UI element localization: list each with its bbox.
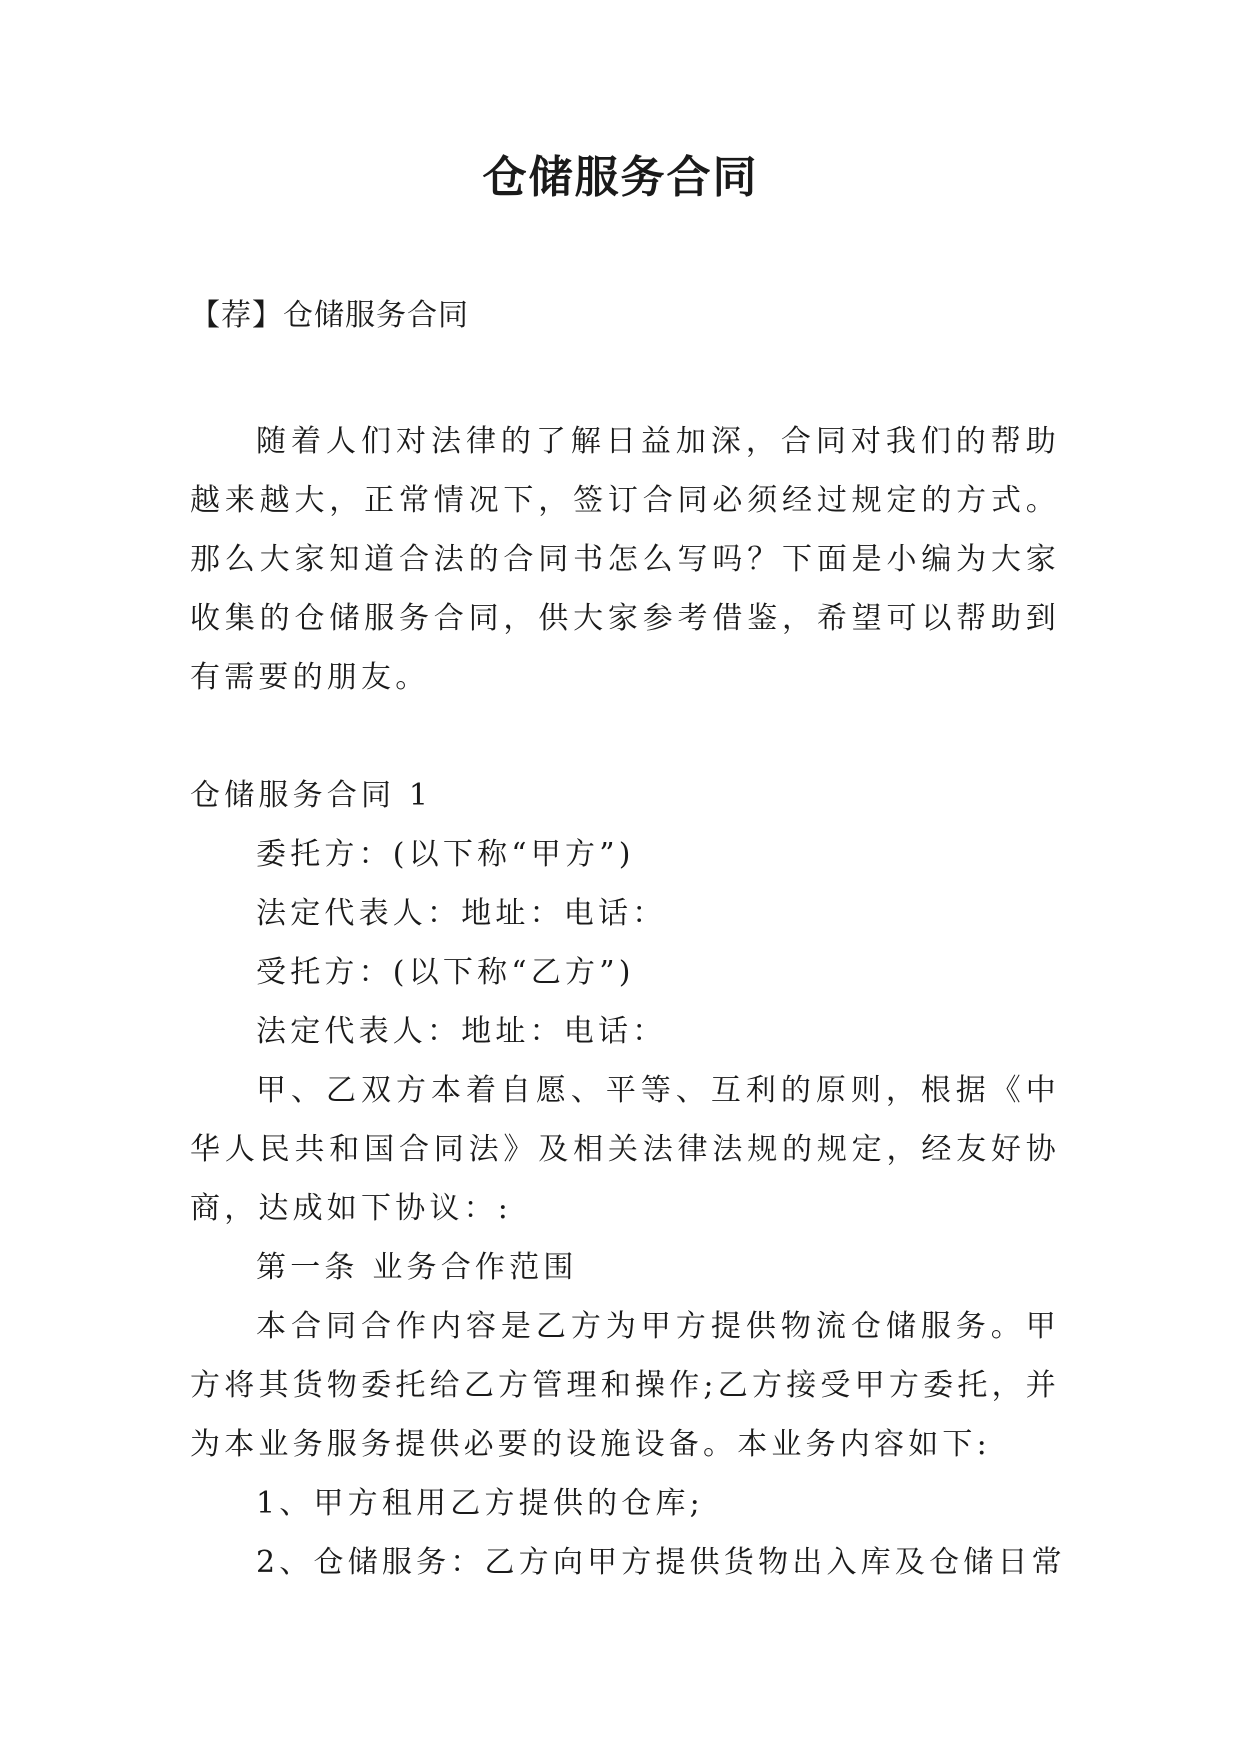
contract-body — [190, 766, 1066, 1592]
party-a-line: 委托方：(以下称“甲方”) — [256, 837, 635, 872]
article-1-title: 第一条 业务合作范围 — [256, 1250, 578, 1285]
article-1-body: 本合同合作内容是乙方为甲方提供物流仓储服务。甲方将其货物委托给乙方管理和操作;乙方接受甲方委托，并为本业务服务提供必要的设施设备。本业务内容如下: — [190, 1309, 1060, 1462]
document-subtitle: 【荐】仓储服务合同 — [190, 298, 469, 333]
document-title: 仓储服务合同 — [482, 152, 759, 203]
list-item-2: 2、仓储服务：乙方向甲方提供货物出入库及仓储日常 — [256, 1545, 1066, 1580]
party-b-info-line: 法定代表人：地址：电话： — [256, 1014, 667, 1049]
party-b-line: 受托方：(以下称“乙方”) — [256, 955, 635, 990]
agreement-preamble: 甲、乙双方本着自愿、平等、互利的原则，根据《中华人民共和国合同法》及相关法律法规的规定，经友好协商，达成如下协议：: — [190, 1073, 1060, 1226]
list-item-1: 1、甲方租用乙方提供的仓库; — [256, 1486, 704, 1521]
intro-paragraph: 随着人们对法律的了解日益加深，合同对我们的帮助越来越大，正常情况下，签订合同必须经过规定的方式。那么大家知道合法的合同书怎么写吗？下面是小编为大家收集的仓储服务合同，供大家参考借鉴，希望可以帮助到有需要的朋友。 — [190, 424, 1060, 695]
contract-heading: 仓储服务合同 1 — [190, 778, 433, 813]
party-a-info-line: 法定代表人：地址：电话： — [256, 896, 667, 931]
